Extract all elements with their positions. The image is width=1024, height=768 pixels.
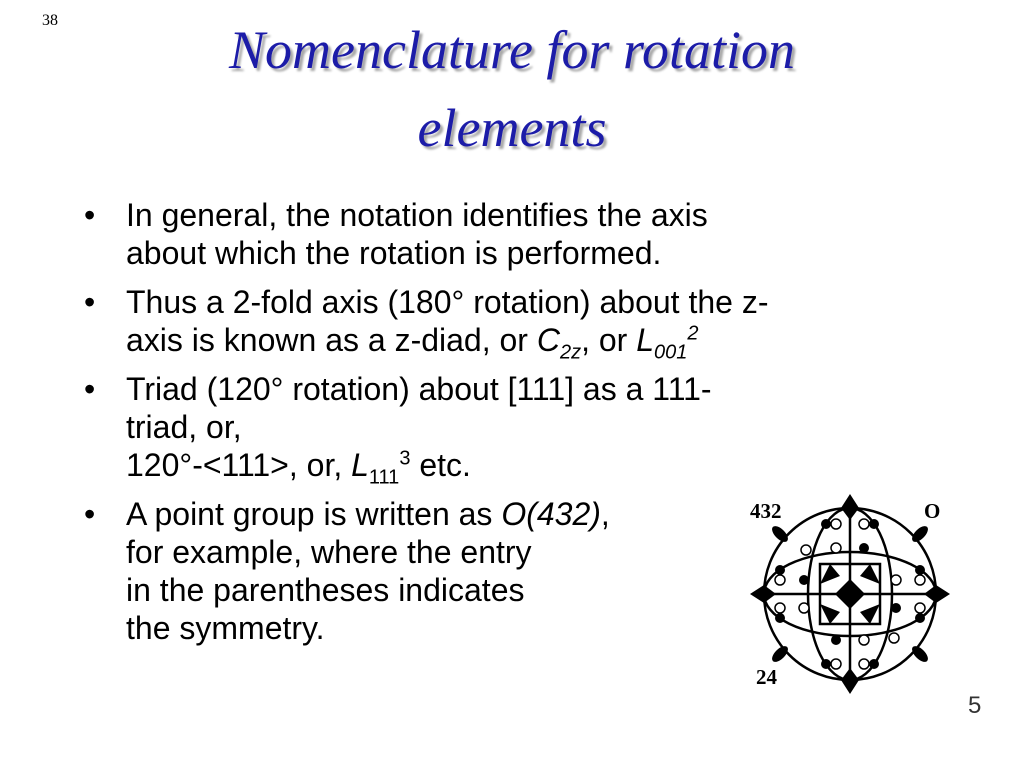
bullet-4-text: A point group is written as bbox=[126, 496, 502, 532]
bullet-2-line-1: Thus a 2-fold axis (180° rotation) about the z- bbox=[126, 284, 769, 320]
bullet-item bbox=[84, 370, 944, 489]
triad-2 bbox=[860, 564, 880, 584]
title-line-1: Nomenclature for rotation bbox=[229, 20, 795, 80]
pole-filled bbox=[821, 659, 831, 669]
bullet-dot: • bbox=[84, 371, 96, 407]
pole-filled bbox=[821, 519, 831, 529]
bullet-dot: • bbox=[84, 197, 96, 233]
symbol-l-subscript: 111 bbox=[368, 466, 400, 489]
bullet-4-line-3: in the parentheses indicates bbox=[126, 572, 525, 608]
pole-open bbox=[831, 519, 841, 529]
symbol-c: C bbox=[536, 322, 560, 358]
symbol-l-superscript: 2 bbox=[687, 322, 699, 345]
triad-3 bbox=[820, 604, 840, 624]
symbol-l: L bbox=[351, 447, 369, 483]
label-o: O bbox=[924, 499, 941, 523]
pole-filled bbox=[799, 575, 809, 585]
bullet-dot: • bbox=[84, 284, 96, 320]
pole-filled bbox=[869, 519, 879, 529]
point-group-symbol: O(432) bbox=[501, 496, 601, 532]
bullet-item bbox=[84, 196, 944, 272]
slide-title bbox=[0, 12, 1024, 168]
bullet-dot: • bbox=[84, 496, 96, 532]
pole-open bbox=[915, 575, 925, 585]
label-432: 432 bbox=[750, 499, 782, 523]
pole-open bbox=[859, 635, 869, 645]
pole-open bbox=[915, 603, 925, 613]
bullet-3-line-3 bbox=[126, 446, 944, 489]
triad-4 bbox=[860, 604, 880, 624]
pole-open bbox=[891, 575, 901, 585]
bullet-3-line-1: Triad (120° rotation) about [111] as a 111- bbox=[126, 371, 712, 407]
stereographic-projection-diagram bbox=[744, 488, 960, 702]
bullet-4-line-2: for example, where the entry bbox=[126, 534, 532, 570]
corner-mark: 5 bbox=[968, 692, 982, 719]
pole-filled bbox=[831, 635, 841, 645]
bullet-3-text: 120°-<111>, or, bbox=[126, 447, 352, 483]
bullet-2-line-2 bbox=[126, 321, 944, 364]
pole-open bbox=[801, 545, 811, 555]
tail-text: etc. bbox=[410, 447, 471, 483]
bullet-item bbox=[84, 283, 944, 364]
pole-open bbox=[859, 519, 869, 529]
label-24: 24 bbox=[756, 665, 777, 689]
symbol-l-superscript: 3 bbox=[399, 447, 411, 470]
pole-filled bbox=[859, 543, 869, 553]
tetrad-left bbox=[750, 585, 776, 603]
pole-filled bbox=[869, 659, 879, 669]
symbol-l-subscript: 001 bbox=[654, 341, 688, 364]
symbol-c-subscript: 2z bbox=[559, 341, 582, 364]
symbol-l: L bbox=[636, 322, 654, 358]
tetrad-center bbox=[835, 579, 865, 609]
pole-filled bbox=[775, 565, 785, 575]
triad-1 bbox=[820, 564, 840, 584]
pole-filled bbox=[775, 613, 785, 623]
pole-filled bbox=[891, 603, 901, 613]
pole-open bbox=[859, 659, 869, 669]
pole-open bbox=[775, 575, 785, 585]
pole-open bbox=[775, 603, 785, 613]
title-line-2: elements bbox=[417, 97, 607, 158]
pole-filled bbox=[915, 565, 925, 575]
bullet-1-line-2: about which the rotation is performed. bbox=[126, 235, 662, 271]
pole-open bbox=[831, 659, 841, 669]
bullet-1-line-1: In general, the notation identifies the axis bbox=[126, 197, 708, 233]
bullet-4-line-4: the symmetry. bbox=[126, 610, 325, 646]
pole-open bbox=[889, 633, 899, 643]
pole-open bbox=[831, 543, 841, 553]
slide-number: 38 bbox=[42, 12, 58, 29]
pole-filled bbox=[915, 613, 925, 623]
comma-text: , bbox=[600, 496, 610, 532]
bullet-2-text: axis is known as a z-diad, or bbox=[126, 322, 537, 358]
tetrad-top bbox=[841, 494, 859, 520]
pole-open bbox=[799, 603, 809, 613]
tetrad-right bbox=[924, 585, 950, 603]
separator-text: , or bbox=[581, 322, 637, 358]
stereogram-svg bbox=[744, 488, 960, 702]
bullet-3-line-2: triad, or, bbox=[126, 409, 242, 445]
tetrad-bottom bbox=[841, 668, 859, 694]
